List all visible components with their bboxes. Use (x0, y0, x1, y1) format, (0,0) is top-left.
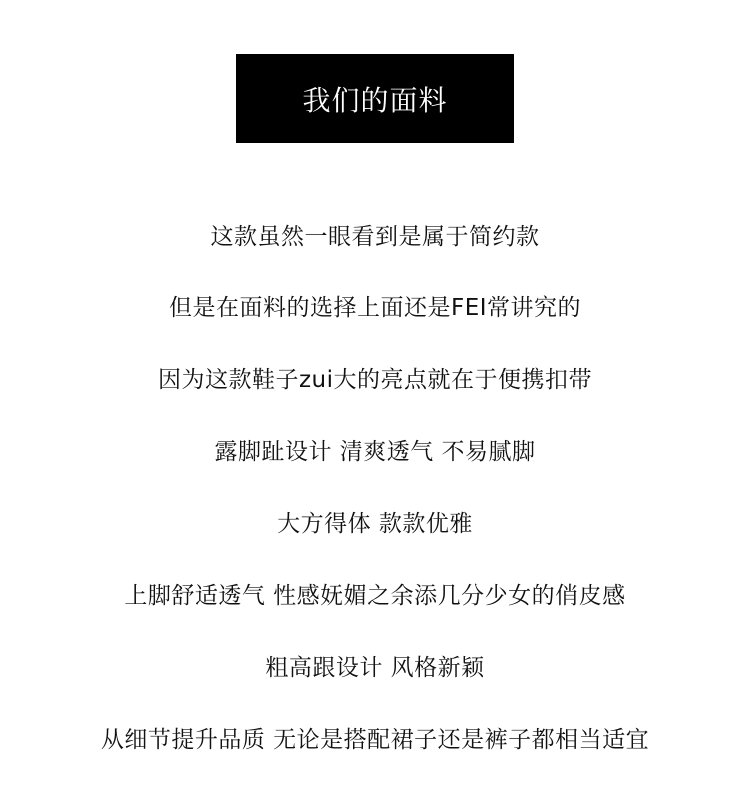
description-line-6: 上脚舒适透气 性感妩媚之余添几分少女的俏皮感 (124, 583, 626, 609)
description-line-7: 粗高跟设计 风格新颖 (265, 655, 485, 681)
page-title: 我们的面料 (302, 83, 448, 117)
description-line-4: 露脚趾设计 清爽透气 不易腻脚 (214, 439, 536, 465)
description-line-2: 但是在面料的选择上面还是FEI常讲究的 (168, 295, 582, 321)
description-line-3: 因为这款鞋子zui大的亮点就在于便携扣带 (157, 367, 593, 393)
description-line-8: 从细节提升品质 无论是搭配裙子还是裤子都相当适宜 (100, 727, 650, 753)
description-line-5: 大方得体 款款优雅 (277, 511, 473, 537)
description-line-1: 这款虽然一眼看到是属于简约款 (210, 224, 540, 250)
